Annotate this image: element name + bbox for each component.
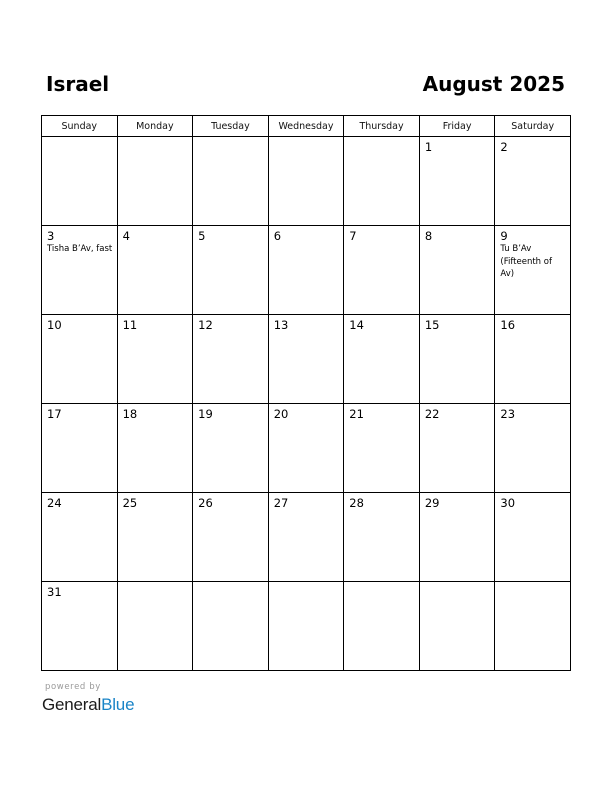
day-cell: [42, 404, 118, 493]
empty-day-cell: [193, 582, 269, 671]
day-number: 9: [500, 229, 508, 243]
day-cell: [42, 315, 118, 404]
weekday-header-wednesday: Wednesday: [268, 116, 344, 137]
day-number: 4: [122, 229, 130, 243]
day-cell: [344, 315, 420, 404]
day-number: 14: [349, 318, 364, 332]
empty-day-cell: [268, 137, 344, 226]
day-number: 27: [273, 496, 289, 510]
day-cell: [344, 493, 420, 582]
day-cell: [495, 315, 571, 404]
day-number: 19: [198, 407, 213, 421]
month-year-title: August 2025: [422, 72, 565, 96]
week-row: [42, 493, 571, 582]
day-number: 10: [47, 318, 62, 332]
weekday-header-row: [42, 116, 571, 137]
day-cell: [495, 226, 571, 315]
day-cell: [42, 493, 118, 582]
day-cell: [419, 315, 495, 404]
day-cell: [419, 226, 495, 315]
day-number: 18: [122, 407, 138, 421]
weekday-header-tuesday: Tuesday: [193, 116, 269, 137]
day-number: 5: [198, 229, 206, 243]
day-cell: [419, 137, 495, 226]
weekday-header-monday: Monday: [117, 116, 193, 137]
day-cell: [495, 493, 571, 582]
day-cell: [495, 404, 571, 493]
week-row: [42, 226, 571, 315]
day-number: 8: [424, 229, 433, 243]
weekday-header-friday: Friday: [419, 116, 495, 137]
empty-day-cell: [117, 582, 193, 671]
day-number: 3: [47, 229, 55, 243]
empty-day-cell: [419, 582, 495, 671]
day-number: 25: [122, 496, 138, 510]
week-row: [42, 137, 571, 226]
week-row: [42, 404, 571, 493]
day-number: 15: [424, 318, 440, 332]
day-cell: [344, 226, 420, 315]
day-number: 31: [47, 585, 62, 599]
day-number: 29: [424, 496, 440, 510]
day-cell: [193, 315, 269, 404]
holiday-label: Tu B’Av (Fifteenth of Av): [500, 244, 552, 279]
day-cell: [193, 493, 269, 582]
day-number: 11: [122, 318, 138, 332]
day-cell: [419, 493, 495, 582]
day-cell: [42, 582, 118, 671]
day-cell: [495, 137, 571, 226]
day-cell: [193, 226, 269, 315]
day-number: 16: [500, 318, 516, 332]
weekday-header-thursday: Thursday: [344, 116, 420, 137]
day-cell: [193, 404, 269, 493]
day-number: 22: [424, 407, 440, 421]
day-cell: [117, 493, 193, 582]
calendar-grid: [41, 115, 571, 671]
footer-branding: [42, 682, 134, 716]
empty-day-cell: [193, 137, 269, 226]
day-number: 26: [198, 496, 213, 510]
empty-day-cell: [268, 582, 344, 671]
day-cell: [117, 404, 193, 493]
day-number: 20: [273, 407, 289, 421]
country-title: Israel: [46, 72, 110, 96]
generalblue-logo[interactable]: [42, 694, 134, 716]
day-cell: [117, 226, 193, 315]
day-cell: [268, 226, 344, 315]
day-number: 28: [349, 496, 364, 510]
day-number: 2: [500, 140, 508, 154]
weekday-header-saturday: Saturday: [495, 116, 571, 137]
day-cell: [268, 404, 344, 493]
day-cell: [268, 493, 344, 582]
day-number: 13: [273, 318, 289, 332]
day-cell: [419, 404, 495, 493]
holiday-label: Tisha B’Av, fast: [47, 244, 113, 254]
day-number: 6: [273, 229, 282, 243]
empty-day-cell: [117, 137, 193, 226]
day-number: 17: [47, 407, 62, 421]
day-number: 30: [500, 496, 516, 510]
day-number: 7: [349, 229, 357, 243]
empty-day-cell: [495, 582, 571, 671]
day-cell: [42, 226, 118, 315]
week-row: [42, 315, 571, 404]
brand-general-text: General: [42, 695, 102, 714]
empty-day-cell: [344, 582, 420, 671]
week-row: [42, 582, 571, 671]
day-cell: [268, 315, 344, 404]
weekday-header-sunday: Sunday: [42, 116, 118, 137]
day-cell: [344, 404, 420, 493]
powered-by-text: powered by: [45, 682, 101, 692]
empty-day-cell: [344, 137, 420, 226]
day-number: 24: [47, 496, 62, 510]
day-number: 12: [198, 318, 213, 332]
day-number: 21: [349, 407, 364, 421]
day-number: 1: [424, 140, 433, 154]
day-cell: [117, 315, 193, 404]
day-number: 23: [500, 407, 516, 421]
empty-day-cell: [42, 137, 118, 226]
brand-blue-text: Blue: [101, 695, 135, 714]
